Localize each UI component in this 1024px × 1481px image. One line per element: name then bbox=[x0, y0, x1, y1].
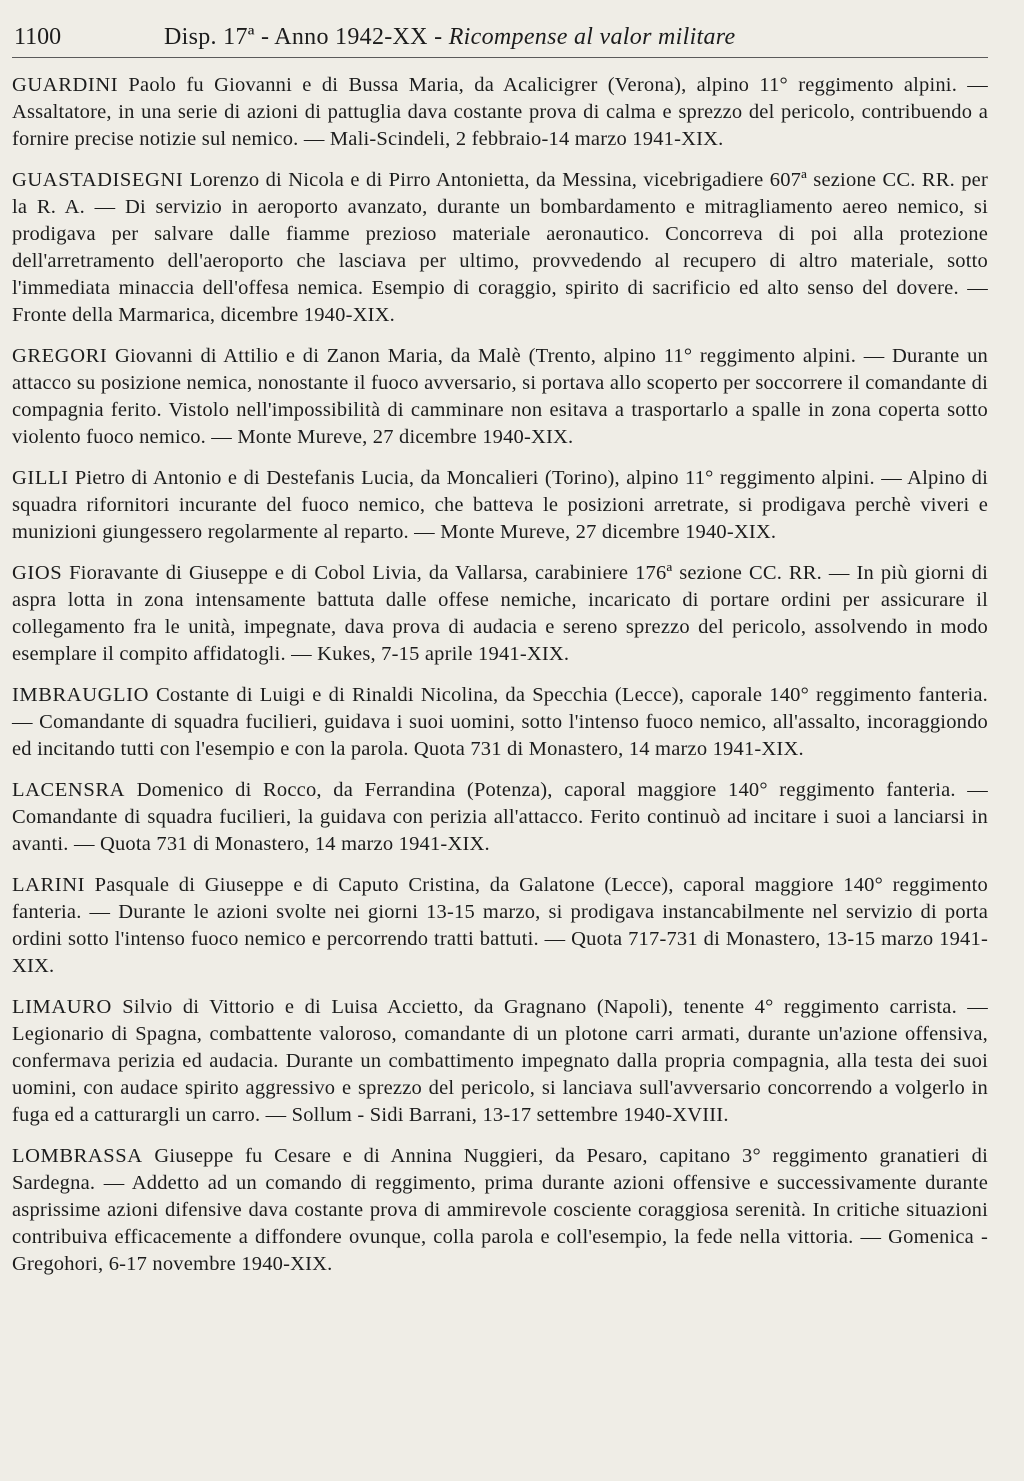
citation-name: LOMBRASSA bbox=[12, 1145, 143, 1167]
citation-entry bbox=[12, 1143, 988, 1278]
citation-entry bbox=[12, 343, 988, 451]
page-header bbox=[12, 24, 988, 58]
citation-name: GIOS bbox=[12, 562, 63, 584]
citation-name: GILLI bbox=[12, 467, 69, 489]
citation-text: Domenico di Rocco, da Ferrandina (Potenza), caporal maggiore 140° reggimento fanteria. — Comandante di squadra fucilieri, la guidava con perizia all'attacco. Ferito continuò ad incitare i suoi a lanciarsi in avanti. — Quota 731 di Monastero, 14 marzo 1941-XIX. bbox=[12, 779, 988, 855]
citation-text: Paolo fu Giovanni e di Bussa Maria, da Acalicigrer (Verona), alpino 11° reggimento alpini. — Assaltatore, in una serie di azioni di pattuglia dava costante prova di calma e sprezzo del pericolo, contribuendo a fornire precise notizie sul nemico. — Mali-Scindeli, 2 febbraio-14 marzo 1941-XIX. bbox=[12, 74, 988, 150]
citation-name: LACENSRA bbox=[12, 779, 126, 801]
citation-text: Silvio di Vittorio e di Luisa Accietto, da Gragnano (Napoli), tenente 4° reggimento carrista. — Legionario di Spagna, combattente valoroso, comandante di un plotone carri armati, durante un'azione offensiva, confermava perizia ed audacia. Durante un combattimento impegnato dalla propria compagnia, alla testa dei suoi uomini, con audace spirito aggressivo e sprezzo del pericolo, si lanciava sull'avversario concorrendo a volgerlo in fuga ed a catturargli un carro. — Sollum - Sidi Barrani, 13-17 settembre 1940-XVIII. bbox=[12, 996, 988, 1126]
citation-entry bbox=[12, 167, 988, 329]
citation-name: LARINI bbox=[12, 874, 86, 896]
citation-name: GUASTADISEGNI bbox=[12, 169, 184, 191]
citation-name: GUARDINI bbox=[12, 74, 119, 96]
citation-name: IMBRAUGLIO bbox=[12, 684, 149, 706]
citation-text: Lorenzo di Nicola e di Pirro Antonietta, da Messina, vicebrigadiere 607ª sezione CC. RR. per la R. A. — Di servizio in aeroporto avanzato, durante un bombardamento e mitragliamento aereo nemico, si prodigava per salvare dalle fiamme prezioso materiale aeronautico. Concorreva di poi alla protezione dell'arretramento dell'aeroporto che lasciava per ultimo, provvedendo al recupero di altro materiale, sotto l'immediata minaccia dell'offesa nemica. Esempio di coraggio, spirito di sacrificio ed alto senso del dovere. — Fronte della Marmarica, dicembre 1940-XIX. bbox=[12, 169, 988, 326]
citation-entry bbox=[12, 872, 988, 980]
citation-entry bbox=[12, 777, 988, 858]
citation-text: Pietro di Antonio e di Destefanis Lucia, da Moncalieri (Torino), alpino 11° reggimento alpini. — Alpino di squadra rifornitori incurante del fuoco nemico, che batteva le posizioni arretrate, si prodigava perchè viveri e munizioni giungessero regolarmente al reparto. — Monte Mureve, 27 dicembre 1940-XIX. bbox=[12, 467, 988, 543]
citation-text: Fioravante di Giuseppe e di Cobol Livia, da Vallarsa, carabiniere 176ª sezione CC. RR. — In più giorni di aspra lotta in zona intensamente battuta dalle offese nemiche, incaricato di portare ordini per assicurare il collegamento fra le unità, impegnate, dava prova di audacia e sereno sprezzo del pericolo, assolvendo in modo esemplare il compito affidatogli. — Kukes, 7-15 aprile 1941-XIX. bbox=[12, 562, 988, 665]
citations-list bbox=[12, 72, 988, 1278]
running-head-prefix: Disp. 17ª - Anno 1942-XX - bbox=[164, 24, 449, 50]
citation-text: Giovanni di Attilio e di Zanon Maria, da Malè (Trento, alpino 11° reggimento alpini. — Durante un attacco su posizione nemica, nonostante il fuoco avversario, si portava allo scoperto per soccorrere il comandante di compagnia ferito. Vistolo nell'impossibilità di camminare non esitava a trasportarlo a spalle in zona coperta sotto violento fuoco nemico. — Monte Mureve, 27 dicembre 1940-XIX. bbox=[12, 345, 988, 448]
citation-entry bbox=[12, 560, 988, 668]
citation-text: Giuseppe fu Cesare e di Annina Nuggieri, da Pesaro, capitano 3° reggimento granatieri di Sardegna. — Addetto ad un comando di reggimento, prima durante azioni offensive e successivamente durante asprissime azioni difensive dava costante prova di ammirevole cosciente coraggiosa serenità. In critiche situazioni contribuiva efficacemente a diffondere ovunque, colla parola e coll'esempio, la fede nella vittoria. — Gomenica - Gregohori, 6-17 novembre 1940-XIX. bbox=[12, 1145, 988, 1275]
citation-text: Costante di Luigi e di Rinaldi Nicolina, da Specchia (Lecce), caporale 140° reggimento fanteria. — Comandante di squadra fucilieri, guidava i suoi uomini, sotto l'intenso fuoco nemico, all'assalto, incoraggiondo ed incitando tutti con l'esempio e con la parola. Quota 731 di Monastero, 14 marzo 1941-XIX. bbox=[12, 684, 988, 760]
running-head bbox=[164, 24, 736, 51]
citation-name: LIMAURO bbox=[12, 996, 112, 1018]
citation-entry bbox=[12, 465, 988, 546]
citation-entry bbox=[12, 72, 988, 153]
citation-entry bbox=[12, 994, 988, 1129]
running-head-title: Ricompense al valor militare bbox=[448, 24, 736, 50]
page-number: 1100 bbox=[14, 24, 62, 50]
citation-text: Pasquale di Giuseppe e di Caputo Cristina, da Galatone (Lecce), caporal maggiore 140° reggimento fanteria. — Durante le azioni svolte nei giorni 13-15 marzo, si prodigava instancabilmente nel servizio di porta ordini sotto l'intenso fuoco nemico e percorrendo tratti battuti. — Quota 717-731 di Monastero, 13-15 marzo 1941-XIX. bbox=[12, 874, 988, 977]
citation-entry bbox=[12, 682, 988, 763]
citation-name: GREGORI bbox=[12, 345, 108, 367]
